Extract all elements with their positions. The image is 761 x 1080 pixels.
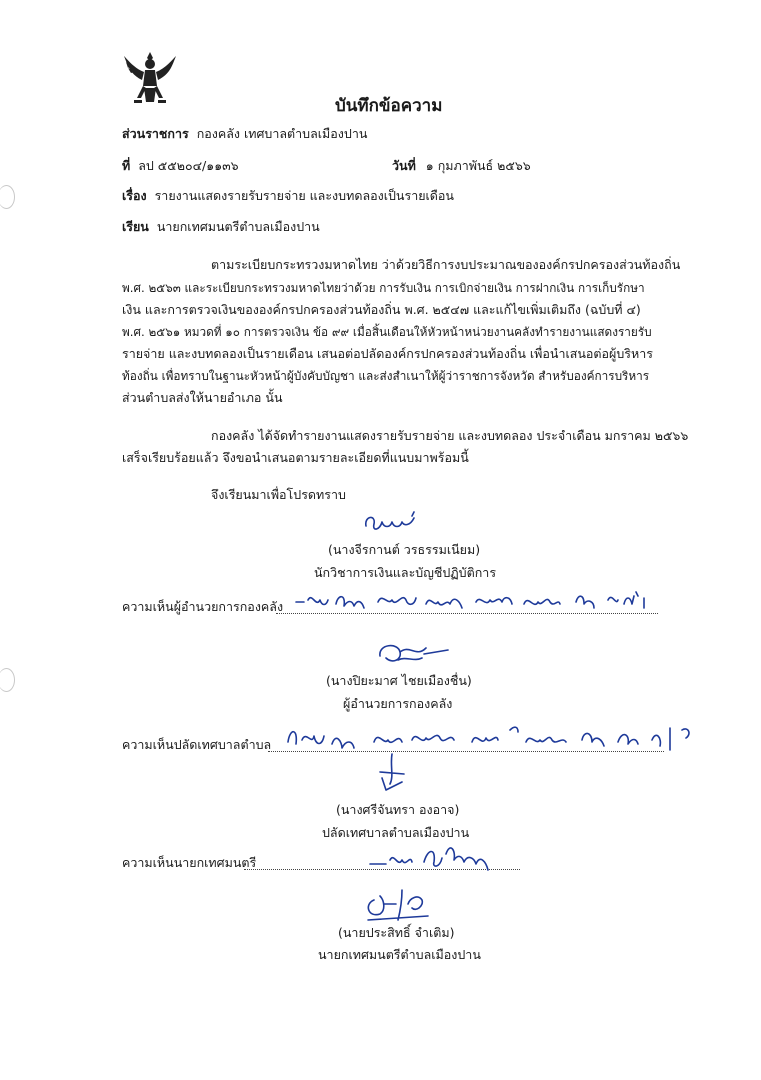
signer-1-name: (นางจีรกานต์ วรธรรมเนียม) (328, 542, 481, 557)
agency-row (122, 125, 367, 143)
signer-2-name: (นางปิยะมาศ ไชยเมืองชื่น) (326, 673, 472, 688)
body-para1-line: ท้องถิ่น เพื่อทราบในฐานะหัวหน้าผู้บังคับบัญชา และส่งสำเนาให้ผู้ว่าราชการจังหวัด สำหรับองค์การบริหาร (122, 369, 650, 383)
body-para1-line: ตามระเบียบกระทรวงมหาดไทย ว่าด้วยวิธีการงบประมาณขององค์กรปกครองส่วนท้องถิ่น (211, 257, 681, 272)
signer-4-position: นายกเทศมนตรีตำบลเมืองปาน (318, 947, 481, 962)
ref-value: ลป ๕๕๒๐๔/๑๑๓๖ (138, 158, 239, 173)
body-para2-line: เสร็จเรียบร้อยแล้ว จึงขอนำเสนอตามรายละเอียดที่แนบมาพร้อมนี้ (122, 450, 469, 465)
signer-3-position: ปลัดเทศบาลตำบลเมืองปาน (322, 825, 470, 840)
ref-label: ที่ (122, 158, 131, 173)
to-value: นายกเทศมนตรีตำบลเมืองปาน (156, 219, 320, 234)
memo-title: บันทึกข้อความ (335, 96, 443, 116)
signer-3-name: (นางศรีจันทรา องอาจ) (336, 802, 460, 817)
to-label: เรียน (122, 219, 149, 234)
signer-1-position: นักวิชาการเงินและบัญชีปฏิบัติการ (314, 565, 497, 580)
body-para2-line: กองคลัง ได้จัดทำรายงานแสดงรายรับรายจ่าย และงบทดลอง ประจำเดือน มกราคม ๒๕๖๖ (211, 428, 689, 443)
binder-hole-top (0, 185, 15, 209)
garuda-emblem-icon (122, 48, 178, 108)
closing-text: จึงเรียนมาเพื่อโปรดทราบ (211, 487, 346, 502)
date-label: วันที่ (392, 158, 416, 173)
date-row (392, 157, 531, 175)
signer-4-name: (นายประสิทธิ์ จำเติม) (338, 925, 455, 940)
agency-label: ส่วนราชการ (122, 126, 189, 141)
body-para1-line: เงิน และการตรวจเงินขององค์กรปกครองส่วนท้องถิ่น พ.ศ. ๒๕๔๗ และแก้ไขเพิ่มเติมถึง (ฉบับที่ ๔) (122, 302, 641, 317)
handwritten-opinion-1 (292, 586, 662, 614)
subject-value: รายงานแสดงรายรับรายจ่าย และงบทดลองเป็นรายเดือน (154, 188, 454, 203)
signature-2 (370, 636, 450, 670)
signature-1 (362, 508, 422, 538)
signature-4 (362, 880, 432, 924)
opinion-finance-director-label: ความเห็นผู้อำนวยการกองคลัง (122, 599, 284, 614)
body-para1-line: พ.ศ. ๒๕๖๓ และระเบียบกระทรวงมหาดไทยว่าด้วย การรับเงิน การเบิกจ่ายเงิน การฝากเงิน การเก็บรักษา (122, 281, 645, 295)
handwritten-opinion-3 (368, 838, 508, 872)
body-para1-line: พ.ศ. ๒๕๖๑ หมวดที่ ๑๐ การตรวจเงิน ข้อ ๙๙ เมื่อสิ้นเดือนให้หัวหน้าหน่วยงานคลังทำรายงานแสดงรายรับ (122, 325, 652, 339)
body-para1-line: ส่วนตำบลส่งให้นายอำเภอ นั้น (122, 390, 283, 405)
ref-row (122, 157, 239, 175)
handwritten-opinion-2 (282, 720, 702, 756)
date-value: ๑ กุมภาพันธ์ ๒๕๖๖ (425, 158, 531, 173)
agency-value: กองคลัง เทศบาลตำบลเมืองปาน (196, 126, 368, 141)
signer-2-position: ผู้อำนวยการกองคลัง (343, 696, 453, 711)
signature-3 (372, 752, 416, 796)
opinion-municipal-clerk-label: ความเห็นปลัดเทศบาลตำบล (122, 737, 272, 752)
to-row (122, 218, 320, 236)
binder-hole-bottom (0, 668, 15, 692)
subject-row (122, 187, 454, 205)
opinion-mayor-label: ความเห็นนายกเทศมนตรี (122, 855, 257, 870)
subject-label: เรื่อง (122, 188, 147, 203)
body-para1-line: รายจ่าย และงบทดลองเป็นรายเดือน เสนอต่อปลัดองค์กรปกครองส่วนท้องถิ่น เพื่อนำเสนอต่อผู้บริหาร (122, 346, 653, 361)
